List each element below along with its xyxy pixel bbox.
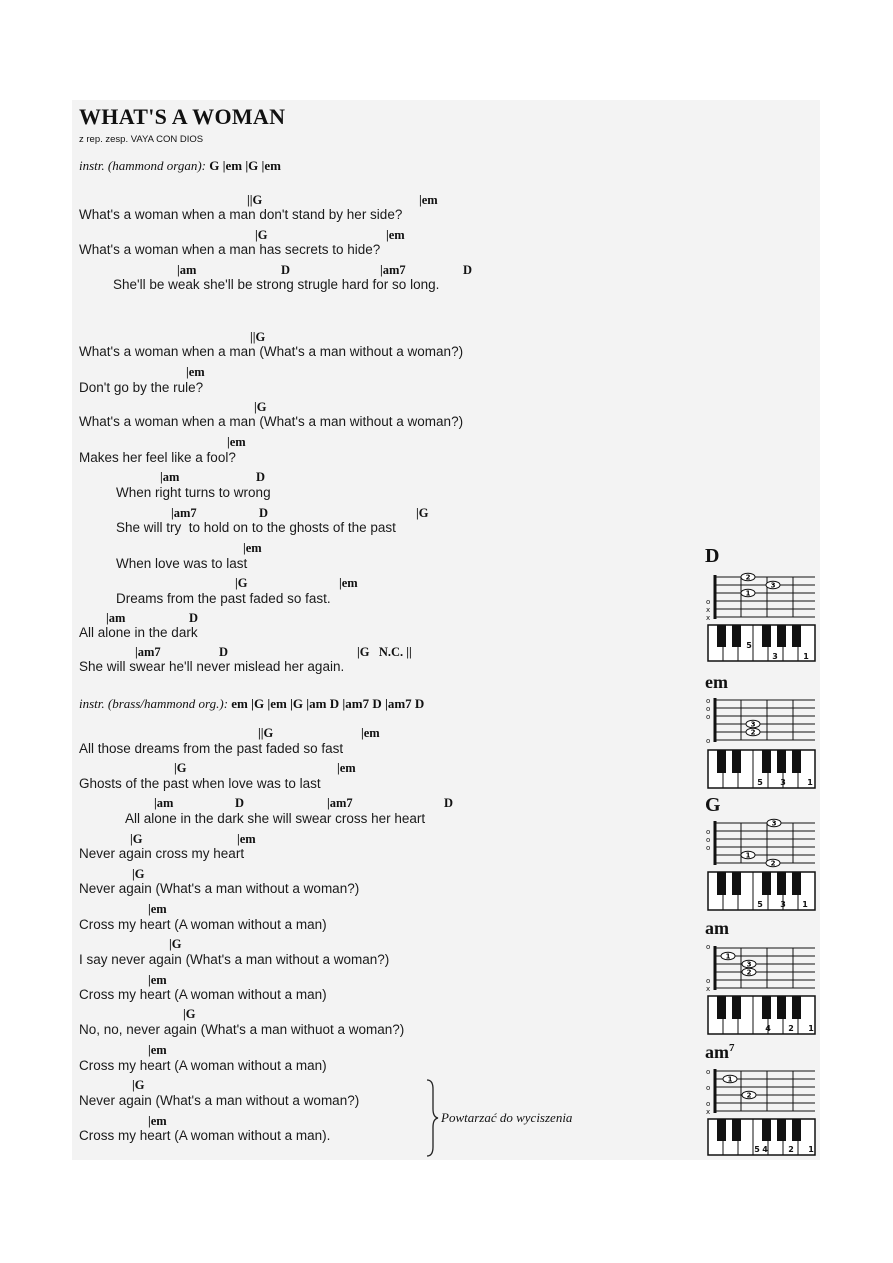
piano-keyboard-icon	[708, 996, 815, 1034]
guitar-fretboard-icon	[705, 1038, 817, 1160]
string-mark: o	[706, 713, 711, 721]
finger-number: 2	[745, 573, 751, 582]
interlude-label: instr. (brass/hammond org.):	[79, 696, 229, 711]
chord: |am7	[171, 506, 197, 520]
lyric-line: Cross my heart (A woman without a man)	[79, 1058, 327, 1073]
lyric-line: Ghosts of the past when love was to last	[79, 776, 321, 791]
chord: |G	[416, 506, 429, 520]
lyric-line: Never again cross my heart	[79, 846, 245, 861]
lyric-line: What's a woman when a man (What's a man without a woman?)	[79, 344, 464, 359]
string-mark: o	[706, 705, 711, 713]
lyric-line: What's a woman when a man has secrets to hide?	[79, 242, 381, 257]
chord-diagram-name: $am^7$	[705, 1042, 735, 1062]
string-mark: o	[706, 1100, 711, 1108]
chord-diagram-d	[705, 545, 817, 665]
chord: D	[259, 506, 269, 520]
key-finger: 1	[803, 652, 809, 661]
chord: |am	[177, 263, 197, 277]
key-finger: 4	[762, 1145, 768, 1154]
chord: D	[256, 470, 266, 484]
finger-number: 1	[745, 851, 751, 860]
key-finger: 5	[754, 1145, 760, 1154]
finger-number: 3	[750, 720, 756, 729]
chord: |am7	[327, 796, 353, 810]
lyric-line: She will try to hold on to the ghosts of the past	[116, 520, 396, 535]
finger-number: 1	[745, 589, 751, 598]
chord: |G	[132, 867, 145, 881]
string-mark: o	[706, 598, 711, 606]
lyric-line: I say never again (What's a man without a woman?)	[79, 952, 390, 967]
lyric-line: All alone in the dark she will swear cross her heart	[125, 811, 426, 826]
finger-number: 1	[725, 952, 731, 961]
chord-row	[0, 506, 893, 521]
intro-label: instr. (hammond organ):	[79, 158, 206, 173]
chord: |am7	[380, 263, 406, 277]
finger-number: 2	[746, 1091, 752, 1100]
chord-row	[0, 330, 893, 345]
finger-number: 2	[750, 728, 756, 737]
lyric-line: All those dreams from the past faded so fast	[79, 741, 344, 756]
chord-row	[0, 228, 893, 243]
chord-row	[0, 435, 893, 450]
piano-keyboard-icon	[708, 1119, 815, 1155]
chord: D	[219, 645, 229, 659]
chord-diagram-name: D	[705, 545, 720, 567]
key-finger: 3	[780, 900, 786, 909]
intro-chords: G |em |G |em	[209, 158, 282, 173]
chord: |G	[169, 937, 182, 951]
song-title: WHAT'S A WOMAN	[79, 104, 286, 129]
key-finger: 1	[808, 1024, 814, 1033]
chord: |em	[361, 726, 380, 740]
chord-superscript: 7	[729, 1042, 735, 1054]
string-mark: o	[706, 828, 711, 836]
chord: |em	[339, 576, 358, 590]
lyric-line: What's a woman when a man don't stand by her side?	[79, 207, 403, 222]
lyric-line: Never again (What's a man without a woman?)	[79, 1093, 360, 1108]
chord-diagram-am	[705, 918, 817, 1038]
lyric-line: She'll be weak she'll be strong strugle hard for so long.	[113, 277, 440, 292]
finger-number: 3	[771, 819, 777, 828]
piano-keyboard-icon	[708, 872, 815, 910]
chord: |em	[419, 193, 438, 207]
key-finger: 4	[765, 1024, 771, 1033]
chord-diagram-name: em	[705, 672, 728, 692]
finger-number: 2	[770, 859, 776, 868]
chord: |em	[148, 902, 167, 916]
chord: |G	[132, 1078, 145, 1092]
key-finger: 2	[788, 1145, 794, 1154]
key-finger: 3	[780, 778, 786, 787]
lyric-line: Cross my heart (A woman without a man)	[79, 917, 327, 932]
chord: D	[189, 611, 199, 625]
string-mark: o	[706, 977, 711, 985]
chord: |G	[254, 400, 267, 414]
chord: D	[235, 796, 245, 810]
piano-keyboard-icon	[708, 625, 815, 661]
chord: |em	[227, 435, 246, 449]
guitar-fretboard-icon	[705, 794, 817, 916]
chord-diagram-name: G	[705, 794, 721, 816]
string-mark: o	[706, 844, 711, 852]
lyric-line: All alone in the dark	[79, 625, 198, 640]
chord: |em	[243, 541, 262, 555]
chord: |em	[148, 973, 167, 987]
key-finger: 2	[788, 1024, 794, 1033]
lyric-line: Cross my heart (A woman without a man)	[79, 987, 327, 1002]
key-finger: 3	[772, 652, 778, 661]
piano-keyboard-icon	[708, 750, 815, 788]
lyric-line: Cross my heart (A woman without a man).	[79, 1128, 331, 1143]
chord-row	[0, 263, 893, 278]
guitar-fretboard-icon	[705, 545, 817, 665]
finger-number: 2	[746, 968, 752, 977]
repeat-instruction: Powtarzać do wyciszenia	[441, 1110, 573, 1125]
chord: ||G	[250, 330, 266, 344]
interlude-chords: em |G |em |G |am D |am7 D |am7 D	[231, 696, 425, 711]
key-finger: 1	[808, 1145, 814, 1154]
lyric-line: No, no, never again (What's a man withuot a woman?)	[79, 1022, 405, 1037]
string-mark: o	[706, 737, 711, 745]
chord: D	[444, 796, 454, 810]
string-mark: o	[706, 697, 711, 705]
key-finger: 5	[746, 641, 752, 650]
chord: |em	[148, 1114, 167, 1128]
chord: |G	[183, 1007, 196, 1021]
key-finger: 5	[757, 900, 763, 909]
interlude-instrumental	[79, 696, 424, 712]
lyric-line: She will swear he'll never mislead her again.	[79, 659, 345, 674]
chord-diagram-em	[705, 672, 817, 794]
chord: D	[281, 263, 291, 277]
lyric-line: When right turns to wrong	[116, 485, 271, 500]
chord: |em	[186, 365, 205, 379]
song-subtitle: z rep. zesp. VAYA CON DIOS	[79, 134, 204, 145]
chord: |am	[160, 470, 180, 484]
chord: |am	[154, 796, 174, 810]
guitar-fretboard-icon	[705, 918, 817, 1038]
chord: D	[463, 263, 473, 277]
guitar-fretboard-icon	[705, 672, 817, 794]
chord-row	[0, 365, 893, 380]
key-finger: 1	[802, 900, 808, 909]
chord: |em	[148, 1043, 167, 1057]
string-mark: x	[706, 606, 711, 614]
repeat-brace	[425, 1079, 439, 1157]
string-mark: o	[706, 1068, 711, 1076]
lyric-line: Never again (What's a man without a woman?)	[79, 881, 360, 896]
key-finger: 5	[757, 778, 763, 787]
string-mark: x	[706, 1108, 711, 1116]
intro-instrumental	[79, 158, 281, 174]
string-mark: o	[706, 1084, 711, 1092]
chord: ||G	[247, 193, 263, 207]
chord: |am7	[135, 645, 161, 659]
lyric-line: Makes her feel like a fool?	[79, 450, 236, 465]
chord: |em	[386, 228, 405, 242]
chord-row	[0, 193, 893, 208]
lyric-line: Don't go by the rule?	[79, 380, 204, 395]
lyric-line: Dreams from the past faded so fast.	[116, 591, 331, 606]
chord: |G	[174, 761, 187, 775]
string-mark: x	[706, 985, 711, 993]
chord: ||G	[258, 726, 274, 740]
string-mark: o	[706, 836, 711, 844]
finger-number: 1	[727, 1075, 733, 1084]
chord: |G	[235, 576, 248, 590]
chord-row	[0, 400, 893, 415]
lyric-line: When love was to last	[116, 556, 248, 571]
chord: |em	[237, 832, 256, 846]
chord-diagram-am7	[705, 1038, 817, 1160]
lyric-line: What's a woman when a man (What's a man without a woman?)	[79, 414, 464, 429]
string-mark: o	[706, 943, 711, 951]
chord: |am	[106, 611, 126, 625]
chord-diagram-g	[705, 794, 817, 916]
chord: |G	[130, 832, 143, 846]
string-mark: x	[706, 614, 711, 622]
chord: |em	[337, 761, 356, 775]
finger-number: 3	[770, 581, 776, 590]
key-finger: 1	[807, 778, 813, 787]
chord-diagram-name: am	[705, 918, 729, 938]
finger-number: 3	[746, 960, 752, 969]
chord: |G N.C. ||	[357, 645, 412, 659]
chord: |G	[255, 228, 268, 242]
chord-row	[0, 470, 893, 485]
